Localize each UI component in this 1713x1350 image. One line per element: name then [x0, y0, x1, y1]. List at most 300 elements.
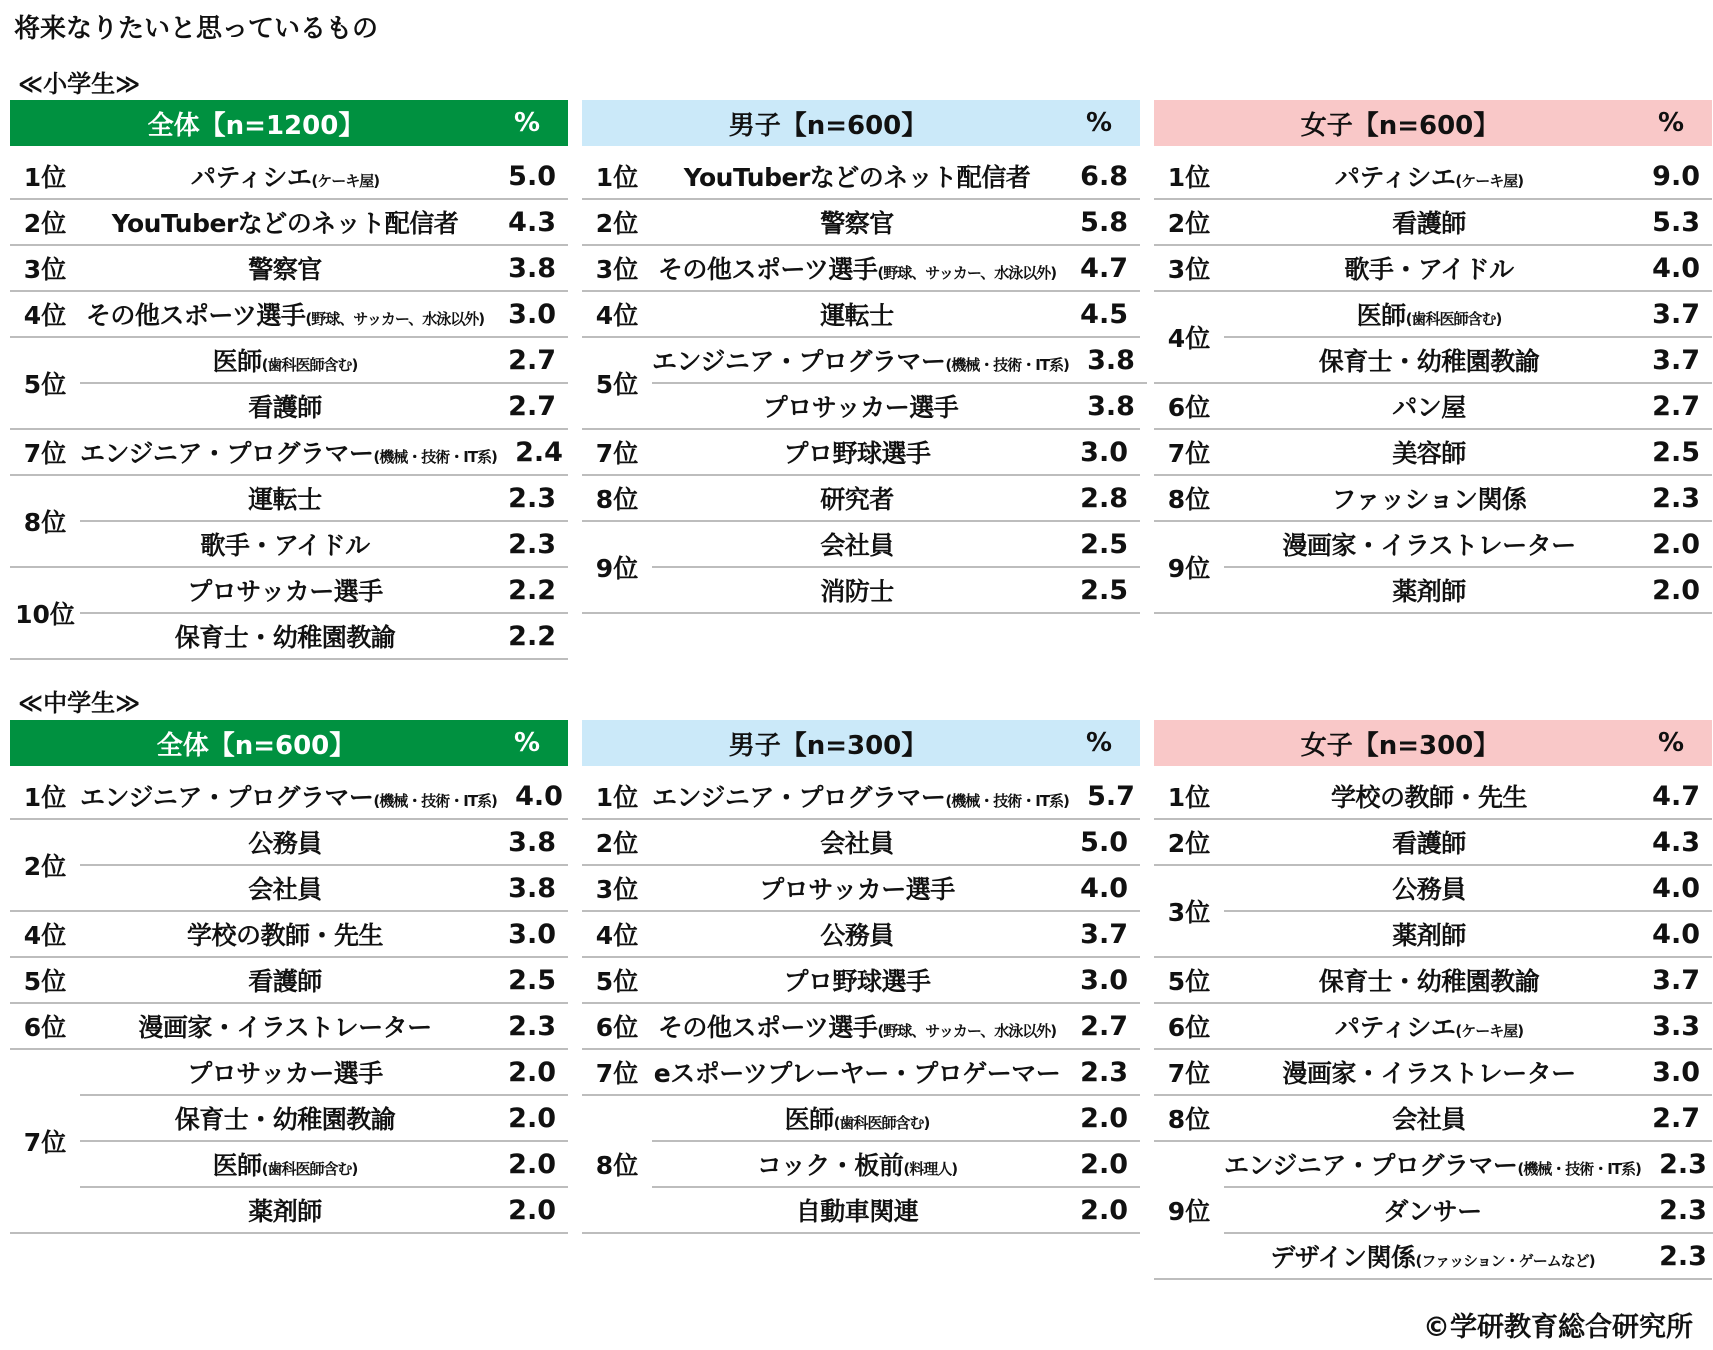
percent-value: 2.5	[1652, 436, 1700, 468]
occupation-cell	[80, 296, 490, 332]
occupation-note: (機械・技術・IT系)	[945, 356, 1069, 374]
table-row	[652, 338, 1147, 382]
panel-header	[1154, 720, 1712, 766]
percent-value: 2.8	[1080, 482, 1128, 514]
rank-group	[582, 912, 1140, 958]
occupation-note: (ファッション・ゲームなど)	[1415, 1252, 1595, 1270]
rank-group	[582, 200, 1140, 246]
occupation-note: (ケーキ屋)	[1455, 1022, 1524, 1040]
table-row	[1224, 1232, 1713, 1278]
table-row	[80, 568, 568, 612]
occupation-cell	[1224, 480, 1634, 516]
table-row	[1224, 820, 1712, 864]
table-row	[1224, 476, 1712, 520]
occupation-name: 医師	[784, 1105, 834, 1134]
occupation-name: エンジニア・プログラマー	[1224, 1151, 1518, 1180]
percent-value: 5.8	[1080, 206, 1128, 238]
panel-header-label: 全体【n=1200】	[147, 110, 365, 141]
table-row	[80, 520, 568, 566]
occupation-cell	[1224, 916, 1634, 952]
percent-value: 3.7	[1080, 918, 1128, 950]
rank-label: 1位	[595, 783, 639, 812]
occupation-cell	[80, 434, 497, 470]
percent-value: 2.7	[508, 344, 556, 376]
rank-group	[582, 430, 1140, 476]
table-row	[80, 1140, 568, 1186]
occupation-name: パティシエ	[1334, 1013, 1456, 1042]
occupation-cell	[652, 572, 1062, 608]
occupation-name: 会社員	[820, 829, 894, 858]
percent-value: 3.7	[1652, 344, 1700, 376]
occupation-name: 学校の教師・先生	[1330, 783, 1527, 812]
occupation-name: デザイン関係	[1270, 1243, 1416, 1272]
panel-header-label: 女子【n=300】	[1300, 730, 1500, 761]
rank-group	[10, 200, 568, 246]
occupation-cell	[80, 824, 490, 860]
rank-label: 1位	[1167, 783, 1211, 812]
occupation-cell	[80, 916, 490, 952]
table-row	[1224, 200, 1712, 244]
occupation-name: 保育士・幼稚園教諭	[1318, 347, 1540, 376]
percent-value: 2.0	[508, 1102, 556, 1134]
rank-label: 9位	[1167, 1197, 1211, 1226]
percent-value: 4.0	[1652, 872, 1700, 904]
occupation-name: YouTuberなどのネット配信者	[111, 209, 459, 238]
table-row	[652, 774, 1147, 818]
occupation-cell	[80, 1100, 490, 1136]
percent-value: 4.0	[515, 780, 563, 812]
occupation-cell	[652, 342, 1069, 378]
table-row	[652, 1140, 1140, 1186]
occupation-cell	[652, 1054, 1062, 1090]
occupation-name: 薬剤師	[1392, 577, 1466, 606]
percent-column-label: %	[1085, 728, 1113, 758]
rank-label: 4位	[595, 921, 639, 950]
rank-label: 4位	[23, 301, 67, 330]
table-row	[1224, 522, 1712, 566]
percent-value: 3.7	[1652, 298, 1700, 330]
table-row	[652, 522, 1140, 566]
rank-label: 2位	[23, 852, 67, 881]
rank-group	[1154, 154, 1712, 200]
rank-label: 7位	[23, 1128, 67, 1157]
table-row	[1224, 292, 1712, 336]
panel-junior-high-boys	[582, 720, 1140, 1234]
panel-junior-high-girls	[1154, 720, 1712, 1280]
rank-label: 2位	[595, 209, 639, 238]
occupation-cell	[652, 1146, 1062, 1182]
occupation-name: 漫画家・イラストレーター	[1282, 531, 1576, 560]
rank-group	[582, 292, 1140, 338]
rank-group	[582, 774, 1140, 820]
table-row	[80, 612, 568, 658]
occupation-name: ファッション関係	[1331, 485, 1527, 514]
percent-value: 2.3	[508, 1010, 556, 1042]
rank-label: 2位	[1167, 209, 1211, 238]
occupation-name: 漫画家・イラストレーター	[138, 1013, 432, 1042]
table-row	[80, 1094, 568, 1140]
percent-column-label: %	[1657, 728, 1685, 758]
occupation-name: 運転士	[820, 301, 894, 330]
rank-group	[10, 912, 568, 958]
rank-label: 4位	[595, 301, 639, 330]
rank-group	[1154, 476, 1712, 522]
occupation-name: 薬剤師	[248, 1197, 322, 1226]
occupation-note: (歯科医師含む)	[261, 1160, 358, 1178]
rank-label: 7位	[1167, 1059, 1211, 1088]
occupation-note: (機械・技術・IT系)	[373, 448, 497, 466]
occupation-cell	[652, 158, 1062, 194]
rank-group	[10, 1050, 568, 1234]
rank-group	[1154, 292, 1712, 384]
rank-group	[10, 958, 568, 1004]
rank-group	[582, 820, 1140, 866]
table-row	[1224, 430, 1712, 474]
occupation-cell	[80, 204, 490, 240]
percent-value: 2.3	[508, 482, 556, 514]
rank-label: 1位	[23, 783, 67, 812]
occupation-cell	[652, 1008, 1062, 1044]
table-row	[1224, 1096, 1712, 1140]
occupation-cell	[80, 572, 490, 608]
occupation-name: 警察官	[248, 255, 322, 284]
percent-value: 2.3	[1080, 1056, 1128, 1088]
percent-value: 2.0	[508, 1148, 556, 1180]
rank-group	[1154, 430, 1712, 476]
occupation-cell	[652, 434, 1062, 470]
occupation-cell	[1224, 434, 1634, 470]
rank-group	[582, 522, 1140, 614]
occupation-name: 医師	[212, 347, 262, 376]
occupation-name: 歌手・アイドル	[1344, 255, 1514, 284]
rank-label: 3位	[1167, 255, 1211, 284]
occupation-name: プロサッカー選手	[759, 875, 955, 904]
percent-value: 2.5	[1080, 574, 1128, 606]
percent-value: 5.0	[508, 160, 556, 192]
rank-group	[582, 866, 1140, 912]
percent-value: 3.8	[508, 826, 556, 858]
rank-label: 1位	[1167, 163, 1211, 192]
rank-label: 8位	[1167, 1105, 1211, 1134]
percent-value: 2.7	[508, 390, 556, 422]
rank-label: 1位	[595, 163, 639, 192]
occupation-name: 薬剤師	[1392, 921, 1466, 950]
table-row	[652, 154, 1140, 198]
rank-label: 9位	[1167, 554, 1211, 583]
panel-header-label: 女子【n=600】	[1300, 110, 1500, 141]
occupation-cell	[80, 1008, 490, 1044]
table-row	[80, 382, 568, 428]
percent-value: 2.0	[1652, 528, 1700, 560]
occupation-name: 自動車関連	[795, 1197, 919, 1226]
occupation-cell	[652, 250, 1062, 286]
occupation-name: 会社員	[248, 875, 322, 904]
percent-value: 2.5	[508, 964, 556, 996]
percent-value: 3.0	[1080, 964, 1128, 996]
occupation-note: (料理人)	[903, 1160, 958, 1178]
table-row	[652, 1186, 1140, 1232]
occupation-cell	[1224, 296, 1634, 332]
occupation-cell	[1224, 204, 1634, 240]
rank-label: 6位	[595, 1013, 639, 1042]
occupation-cell	[80, 526, 490, 562]
percent-value: 5.7	[1087, 780, 1135, 812]
table-row	[1224, 336, 1712, 382]
table-row	[80, 476, 568, 520]
table-row	[80, 958, 568, 1002]
occupation-cell	[1224, 1238, 1641, 1274]
occupation-cell	[80, 1146, 490, 1182]
occupation-cell	[80, 778, 497, 814]
rank-label: 4位	[1167, 324, 1211, 353]
occupation-name: エンジニア・プログラマー	[80, 439, 374, 468]
rank-group	[582, 1004, 1140, 1050]
table-row	[652, 292, 1140, 336]
occupation-cell	[652, 962, 1062, 998]
rank-group	[1154, 958, 1712, 1004]
occupation-name: 美容師	[1392, 439, 1466, 468]
percent-value: 2.2	[508, 574, 556, 606]
occupation-cell	[80, 618, 490, 654]
section-label-elementary: ≪小学生≫	[18, 70, 141, 98]
rank-label: 2位	[1167, 829, 1211, 858]
rank-label: 6位	[1167, 1013, 1211, 1042]
occupation-name: 会社員	[1392, 1105, 1466, 1134]
percent-value: 4.0	[1652, 918, 1700, 950]
occupation-cell	[652, 388, 1069, 424]
rank-label: 1位	[23, 163, 67, 192]
rank-group	[1154, 522, 1712, 614]
occupation-name: コック・板前	[756, 1151, 904, 1180]
percent-column-label: %	[1657, 108, 1685, 138]
occupation-name: 保育士・幼稚園教諭	[174, 623, 396, 652]
panel-header	[10, 100, 568, 146]
rank-group	[10, 568, 568, 660]
rank-label: 7位	[595, 1059, 639, 1088]
rank-label: 3位	[1167, 898, 1211, 927]
occupation-name: eスポーツプレーヤー・プロゲーマー	[653, 1059, 1061, 1088]
rank-group	[582, 154, 1140, 200]
occupation-cell	[80, 250, 490, 286]
occupation-name: 医師	[1356, 301, 1406, 330]
rank-group	[10, 338, 568, 430]
occupation-name: 保育士・幼稚園教諭	[174, 1105, 396, 1134]
occupation-note: (野球、サッカー、水泳以外)	[877, 1022, 1057, 1040]
occupation-name: 公務員	[820, 921, 894, 950]
rank-label: 8位	[23, 508, 67, 537]
table-row	[1224, 866, 1712, 910]
percent-value: 4.5	[1080, 298, 1128, 330]
percent-value: 3.7	[1652, 964, 1700, 996]
percent-value: 2.3	[1659, 1240, 1707, 1272]
rank-group	[1154, 866, 1712, 958]
table-row	[652, 820, 1140, 864]
panel-junior-high-all	[10, 720, 568, 1234]
panel-elementary-boys	[582, 100, 1140, 614]
percent-value: 5.3	[1652, 206, 1700, 238]
table-row	[1224, 1142, 1713, 1186]
table-row	[1224, 958, 1712, 1002]
rank-group	[1154, 1142, 1712, 1280]
rank-label: 5位	[595, 967, 639, 996]
percent-value: 3.8	[508, 252, 556, 284]
occupation-name: プロサッカー選手	[187, 1059, 383, 1088]
occupation-name: プロ野球選手	[783, 967, 931, 996]
rank-label: 5位	[23, 967, 67, 996]
table-row	[80, 292, 568, 336]
occupation-cell	[1224, 1192, 1641, 1228]
percent-column-label: %	[513, 108, 541, 138]
occupation-note: (ケーキ屋)	[1455, 172, 1524, 190]
occupation-name: プロサッカー選手	[187, 577, 383, 606]
occupation-cell	[80, 962, 490, 998]
rank-label: 2位	[595, 829, 639, 858]
occupation-cell	[1224, 1054, 1634, 1090]
panel-header	[582, 100, 1140, 146]
rank-label: 3位	[23, 255, 67, 284]
rank-label: 7位	[1167, 439, 1211, 468]
occupation-cell	[652, 1192, 1062, 1228]
percent-value: 2.3	[1659, 1194, 1707, 1226]
panel-header	[10, 720, 568, 766]
rank-group	[582, 958, 1140, 1004]
table-row	[80, 912, 568, 956]
occupation-cell	[80, 870, 490, 906]
occupation-note: (野球、サッカー、水泳以外)	[305, 310, 485, 328]
occupation-name: 学校の教師・先生	[186, 921, 383, 950]
occupation-name: 公務員	[1392, 875, 1466, 904]
table-row	[652, 430, 1140, 474]
occupation-cell	[80, 388, 490, 424]
table-row	[1224, 384, 1712, 428]
rank-group	[10, 154, 568, 200]
table-row	[80, 430, 575, 474]
rank-label: 8位	[1167, 485, 1211, 514]
copyright-credit: ©学研教育総合研究所	[1423, 1312, 1693, 1343]
occupation-name: 運転士	[248, 485, 322, 514]
table-row	[652, 1096, 1140, 1140]
occupation-cell	[652, 778, 1069, 814]
table-row	[1224, 774, 1712, 818]
table-row	[652, 476, 1140, 520]
occupation-name: 会社員	[820, 531, 894, 560]
percent-value: 9.0	[1652, 160, 1700, 192]
occupation-cell	[1224, 250, 1634, 286]
rank-label: 8位	[595, 1151, 639, 1180]
occupation-note: (ケーキ屋)	[311, 172, 380, 190]
occupation-cell	[80, 480, 490, 516]
occupation-cell	[1224, 870, 1634, 906]
occupation-name: 公務員	[248, 829, 322, 858]
table-row	[80, 246, 568, 290]
rank-group	[10, 430, 568, 476]
occupation-name: プロサッカー選手	[762, 393, 959, 422]
occupation-name: エンジニア・プログラマー	[652, 783, 946, 812]
occupation-name: 看護師	[1392, 209, 1466, 238]
percent-value: 4.3	[508, 206, 556, 238]
occupation-name: プロ野球選手	[783, 439, 931, 468]
occupation-name: 看護師	[248, 967, 322, 996]
occupation-name: 警察官	[820, 209, 894, 238]
occupation-cell	[1224, 342, 1634, 378]
percent-value: 4.7	[1080, 252, 1128, 284]
percent-value: 4.3	[1652, 826, 1700, 858]
percent-value: 3.0	[508, 298, 556, 330]
occupation-cell	[80, 342, 490, 378]
table-row	[1224, 910, 1712, 956]
rank-label: 6位	[23, 1013, 67, 1042]
table-row	[1224, 1186, 1713, 1232]
occupation-cell	[1224, 572, 1634, 608]
occupation-cell	[80, 1192, 490, 1228]
occupation-name: パティシエ	[190, 163, 312, 192]
rank-group	[10, 292, 568, 338]
percent-value: 5.0	[1080, 826, 1128, 858]
percent-value: 3.8	[1087, 390, 1135, 422]
occupation-name: 看護師	[1392, 829, 1466, 858]
table-row	[80, 154, 568, 198]
occupation-cell	[652, 1100, 1062, 1136]
table-row	[652, 866, 1140, 910]
occupation-name: 漫画家・イラストレーター	[1282, 1059, 1576, 1088]
table-row	[80, 774, 575, 818]
table-row	[80, 1050, 568, 1094]
percent-value: 4.0	[1652, 252, 1700, 284]
rank-label: 3位	[595, 875, 639, 904]
panel-header-label: 全体【n=600】	[156, 730, 356, 761]
occupation-cell	[80, 158, 490, 194]
rank-label: 7位	[23, 439, 67, 468]
occupation-cell	[1224, 962, 1634, 998]
table-row	[1224, 1050, 1712, 1094]
rank-group	[10, 1004, 568, 1050]
rank-label: 7位	[595, 439, 639, 468]
rank-group	[582, 338, 1140, 430]
occupation-name: 看護師	[248, 393, 322, 422]
table-row	[652, 1004, 1140, 1048]
occupation-name: 歌手・アイドル	[200, 531, 370, 560]
table-row	[652, 912, 1140, 956]
rank-label: 3位	[595, 255, 639, 284]
occupation-cell	[652, 824, 1062, 860]
table-row	[80, 338, 568, 382]
rank-label: 10位	[15, 600, 75, 629]
table-row	[652, 958, 1140, 1002]
table-row	[652, 382, 1147, 428]
occupation-note: (歯科医師含む)	[261, 356, 358, 374]
occupation-note: (機械・技術・IT系)	[945, 792, 1069, 810]
occupation-note: (野球、サッカー、水泳以外)	[877, 264, 1057, 282]
occupation-name: その他スポーツ選手	[85, 301, 306, 330]
rank-label: 5位	[1167, 967, 1211, 996]
rank-label: 6位	[1167, 393, 1211, 422]
occupation-cell	[652, 204, 1062, 240]
rank-group	[1154, 200, 1712, 246]
occupation-cell	[1224, 1146, 1641, 1182]
section-label-junior-high: ≪中学生≫	[18, 689, 141, 717]
table-row	[652, 566, 1140, 612]
occupation-name: エンジニア・プログラマー	[652, 347, 946, 376]
percent-value: 3.0	[1652, 1056, 1700, 1088]
percent-value: 2.3	[1652, 482, 1700, 514]
rank-label: 2位	[23, 209, 67, 238]
occupation-cell	[652, 916, 1062, 952]
occupation-cell	[652, 480, 1062, 516]
table-row	[80, 200, 568, 244]
rank-group	[10, 774, 568, 820]
rank-group	[10, 820, 568, 912]
table-row	[1224, 246, 1712, 290]
